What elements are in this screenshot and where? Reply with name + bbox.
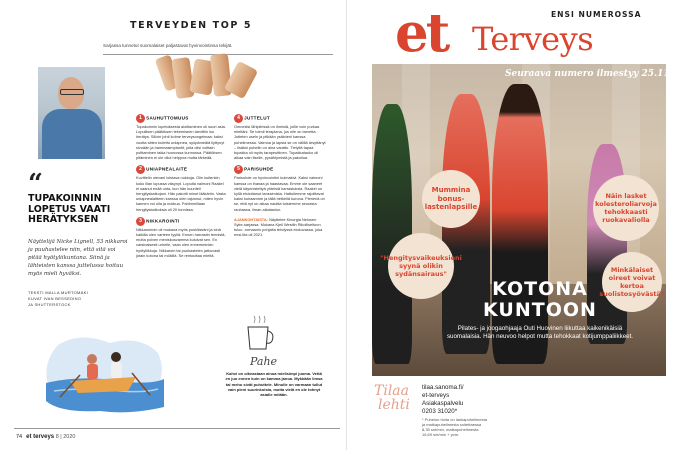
section-title: TERVEYDEN TOP 5: [130, 20, 253, 31]
item-text: Nikkaroinnin oli mukana myös puutöissäni ja sinä kaikilla olen varteen tyyliä. Ennen harrastin tennistä, mutta polven meniskusvamma kuluivat sen. En varsinaisesti urheile, vaan olen ennemminkin hyötyliikkuja. Nikkaroin tai puuhastelen jatkuvasti jotain kotona tai mökillä. Se rentouttaa mieltä.: [136, 226, 226, 258]
issue-number: 8 | 2020: [55, 434, 76, 440]
list-item: [234, 165, 326, 211]
brand-logo-et: et: [395, 2, 448, 64]
credit-line: KUVAT IVAN BESSEDINO: [28, 296, 82, 301]
item-number: 1: [136, 114, 145, 123]
pahe-text: Kahvi on oikeastaan ainoa mielisimpi juoma. Vettä en juo ennen kuin on kamma janoa. Mykkään limsa tai mehu sivät puhuttele. Minulle on varmaan tullut vain pieni suurinkoista, mutta vielä en ole tohnyt asialle mitään.: [225, 371, 323, 398]
brand-logo-terveys: Terveys: [472, 20, 594, 58]
credit-line: JA SHUTTERSTOCK: [28, 302, 71, 307]
item-title: SAUHUTTOMUUS: [146, 115, 189, 121]
cover-subheadline: Pilates- ja joogaohjaaja Outi Huovinen liikuttaa kaikenikäisiä suomalaisia. Hän neuvoo helpot mutta tehokkaat kotijumppaliikkeet.: [446, 325, 634, 340]
item-number: 2: [136, 165, 145, 174]
next-issue-label: ENSI NUMEROSSA: [551, 10, 642, 19]
item-number: 4: [234, 114, 243, 123]
subscription-contact: [422, 384, 488, 437]
portrait-glasses: [60, 89, 84, 95]
ajankohtaista-text: Näyttelee Kinorgia Nelosen Syke-sarjassa. Mukana Kjell Westlin Rikolliseltoon tuloo -romaanin pohjalta tehdyssä elokuvassa, joka ensi-ilta oli 2021.: [234, 216, 323, 238]
toilet-paper-rolls-illustration: [160, 50, 260, 108]
headline: TUPAKOINNIN LOPETUS VAATI HERÄTYKSEN: [28, 193, 111, 225]
cover-bubble: Mummina bonus-lastenlapsille: [422, 170, 480, 228]
call-price-note: * Puhelun hinta on lankapuhelimesta ja matkapuhelimesta soitettaessa 8,35 snt/min, matkapuhelimesta 16,69 snt/min + pvm.: [422, 417, 487, 437]
cover-bubble: Minkälaiset oireet voivat kertoa suolistosyövästä?: [602, 252, 662, 312]
list-item: [136, 217, 226, 258]
ajankohtaista-box: [234, 217, 326, 238]
subscribe-url-cont[interactable]: et-terveys: [422, 392, 450, 399]
item-title: PARISUHDE: [244, 166, 274, 172]
couple-boat-illustration: [40, 335, 168, 415]
cover-bubble: Näin lasket kolesteroliarvoja tehokkaasti ruokavaliolla: [593, 175, 659, 241]
ajankohtaista-label: AJANKOHTAISTA:: [234, 216, 269, 222]
quote-icon: “: [28, 169, 43, 199]
portrait-body: [42, 109, 102, 159]
section-subtitle: Sarjassa tunnetut suomalaiset paljastavat hyvinvointinsa tekijät.: [103, 43, 233, 48]
top5-column-2: [234, 114, 326, 238]
item-number: 5: [234, 165, 243, 174]
cover-bubble: "Hengitysvaikeuksieni syynä olikin sydänsairaus": [388, 233, 454, 299]
next-issue-date: Seuraava numero ilmestyy 25.11.: [505, 69, 673, 79]
customer-service-label: Asiakaspalvelu: [422, 400, 464, 407]
pahe-title: Pahe: [250, 355, 278, 368]
item-number: 3: [136, 217, 145, 226]
item-text: Tupakoinnin lopetuksesta aloittaminen oli suuri asia. Lopullisen päätöksen tekemiseen tarvittiin iso herätys. Silloin johti kolme terveysongelmaa: kaksi vuotta sitten todettu uniapnea, syöpämeälä ilyttynyt sivuään ja hammasimplantit, joita olisi voittain polttaminen takia huonossa kunnossa. Päätöksen pitäminen ei ole ollut helppoa mutta tärkeää.: [136, 124, 226, 161]
portrait-photo: [38, 67, 105, 159]
top5-column-1: [136, 114, 226, 258]
list-item: [136, 114, 226, 160]
customer-service-phone: 0203 31020*: [422, 408, 458, 415]
lead-text: Näyttelijä Nicke Lignell, 53 nikkaroi ja puuhastelee niin, että sitä voi pitää hyötyliikuntana. Siinä ja lähteisten kanssa juttelussa hoituu myös mieli hyväksi.: [28, 239, 128, 277]
credit-line: TEKSTI MALLA MURTOMÄKI: [28, 290, 89, 295]
magazine-name: et terveys: [26, 434, 55, 440]
item-text: Omnekisi lähipiirissä on ihmisiä, joille voin purkaa mieltäni. Se toimii terapiana, jos olle on tarvetta. Juttelen usein ja pitkään ystävieni kanssa puhelimessa. Vaimoa ja lapsia se on välillä ärsyttänyt – lisäksi puhelin on aina varattu. Tietyllä tapaa tupakka oli myös tarapeuttinen. Tupakkatauko oli aikaa vain itselle, pysähtymistä ja pakoilua.: [234, 124, 326, 161]
item-text: Parisuhde on hyvinvointini kulmakivi. Kaksi vaimoni kanssa on ihanaa ja haastavaa. Emme ole saaneet vielä käynnistettyä yhteisiä harrastuksia. Raakel on kyllä ehdottanut tanssimista. Hattuilemme rajoittavat kaksi koiraamme ja tällä hetkellä korona. Pienenä on se, että nyt on aikaa nauttia toistemme seurasta rauhassa, ilman aikataulun.: [234, 175, 325, 212]
list-item: [234, 114, 326, 160]
item-title: UNIAPNEALAITE: [146, 166, 188, 172]
footer-divider: [14, 428, 340, 429]
item-text: Kuvittelin olevani loistava nukkuja. Olin kuitenkin koko illan lopussa väsynyt. Lopulta vaimoni Raakel ei saanut enää unta, kun hän kuunteli hengityskatkojani. Hän pakotti minut lääkäriin. Vasta uniapnealaitteen kanssa olen tajunnut, miten hyvin kannen voi olla ja nukkua. Pahimmillaan hengityskatkoksia oli 20 tunnissa.: [136, 175, 226, 212]
page-number: 74: [16, 434, 23, 440]
item-title: NIKKAROINTI: [146, 218, 180, 224]
item-title: JUTTELUT: [244, 115, 270, 121]
credits: [28, 290, 88, 308]
list-item: [136, 165, 226, 211]
mug-icon: [242, 313, 278, 353]
cover-headline: KOTONA KUNTOON: [483, 278, 597, 321]
page-footer: [16, 434, 75, 440]
subscribe-url[interactable]: tilaa.sanoma.fi/: [422, 384, 464, 391]
subscribe-script: Tilaa lehti: [374, 383, 410, 413]
